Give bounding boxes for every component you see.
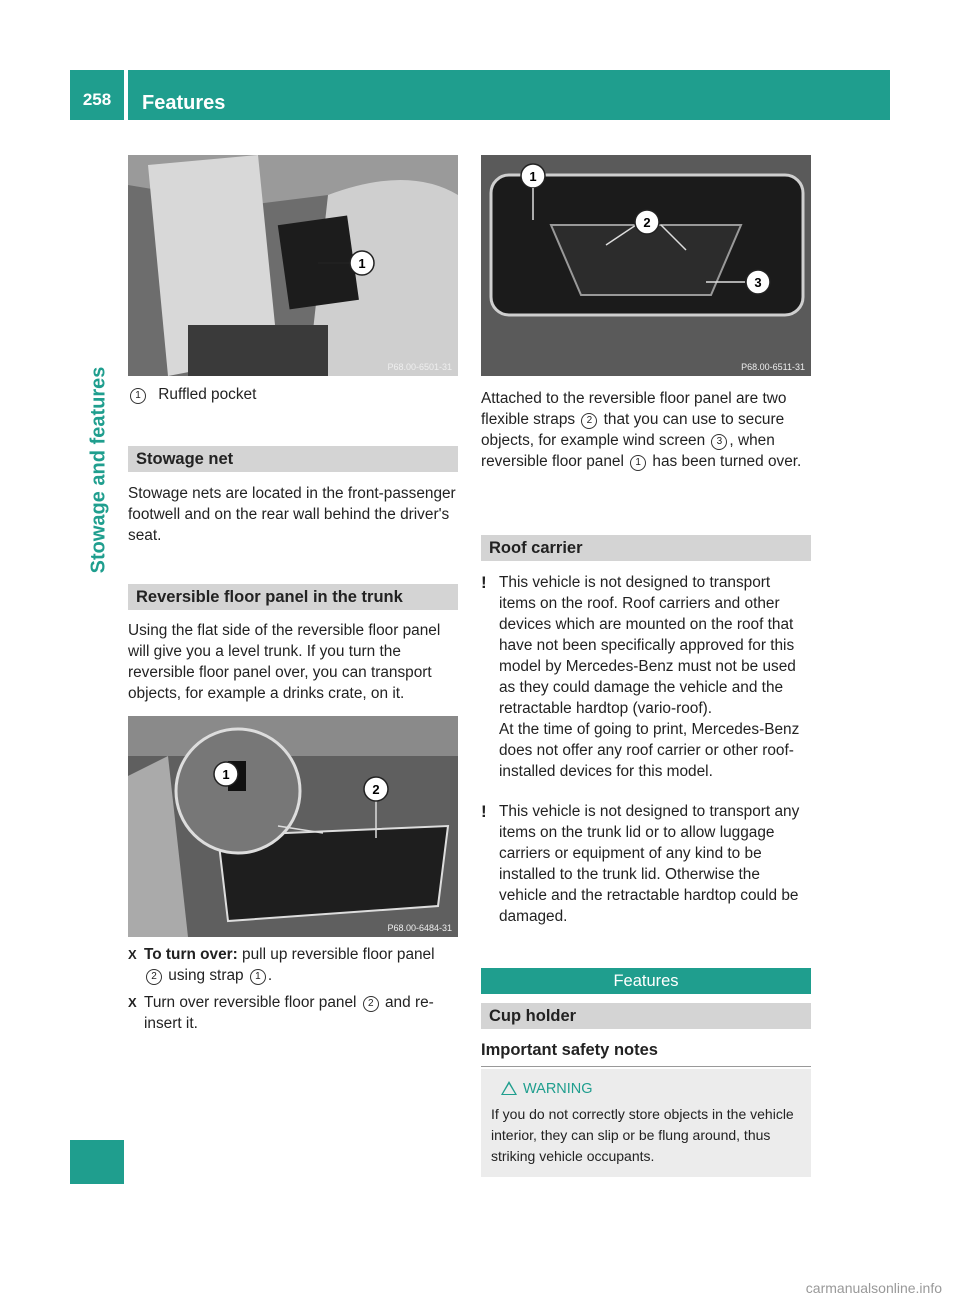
step-text: pull up reversible floor panel (237, 946, 435, 963)
step-text: using strap (164, 967, 248, 984)
roof-carrier-note-2 (481, 801, 811, 927)
figure-code: P68.00-6501-31 (387, 362, 452, 372)
step-marker: X (128, 947, 137, 962)
step-turn-over (128, 944, 458, 986)
text-run: Attached to the reversible floor panel are two flexible straps (481, 390, 787, 428)
fig3-callout-1: 1 (529, 169, 537, 184)
step-text: Turn over reversible floor panel (144, 994, 361, 1011)
notice-icon: ! (481, 802, 487, 821)
fig3-callout-3: 3 (754, 275, 762, 290)
fig2-callout-2: 2 (372, 782, 380, 797)
features-section-heading: Features (481, 968, 811, 994)
figure-caption (128, 386, 256, 404)
notice-icon: ! (481, 573, 487, 592)
warning-title: WARNING (523, 1081, 593, 1097)
side-tab-marker (70, 1140, 124, 1184)
text-run: , when reversible floor panel (481, 432, 775, 470)
note-text: This vehicle is not designed to transport items on the roof. Roof carriers and other devices which are mounted on the roof that have not been specifically approved for this model by Mercedes-Benz must not be used as they could damage the vehicle and the retractable hardtop (vario-roof). (499, 574, 796, 717)
note-text: This vehicle is not designed to transport any items on the trunk lid or to allow luggage carriers or equipment of any kind to be installed to the trunk lid. Otherwise the vehicle and the retractable hardtop could be damaged. (499, 803, 800, 925)
trunk-straps-illustration (481, 155, 811, 376)
footer-watermark: carmanualsonline.info (805, 1280, 942, 1296)
seat-pocket-illustration (128, 155, 458, 376)
caption-text: Ruffled pocket (158, 386, 257, 403)
text-run: has been turned over. (648, 453, 802, 470)
floor-panel-heading: Reversible floor panel in the trunk (128, 584, 458, 610)
callout-marker: 1 (130, 388, 146, 404)
step-text: . (267, 967, 273, 984)
trunk-straps-figure (481, 155, 811, 376)
callout-marker: 2 (581, 413, 597, 429)
callout-marker: 2 (363, 996, 379, 1012)
callout-marker: 2 (146, 969, 162, 985)
fig3-callout-2: 2 (643, 215, 651, 230)
step-label: To turn over: (144, 946, 238, 963)
page-number: 258 (70, 70, 124, 120)
figure-code: P68.00-6511-31 (741, 362, 805, 372)
step-text: and re-insert it. (144, 994, 434, 1032)
step-reinsert (128, 992, 458, 1034)
warning-box (481, 1069, 811, 1177)
step-marker: X (128, 995, 137, 1010)
chapter-title: Features (128, 70, 890, 120)
seat-pocket-figure (128, 155, 458, 376)
figure-code: P68.00-6484-31 (387, 923, 452, 933)
roof-carrier-note-1 (481, 572, 811, 782)
callout-marker: 3 (711, 434, 727, 450)
trunk-floor-illustration (128, 716, 458, 937)
floor-panel-body: Using the flat side of the reversible floor panel will give you a level trunk. If you turn the reversible floor panel over, you can transport objects, for example a drinks crate, on it. (128, 622, 441, 702)
text-run: that you can use to secure objects, for example wind screen (481, 411, 785, 449)
note-text: At the time of going to print, Mercedes-Benz does not offer any roof carrier or other roof-installed devices for this model. (499, 721, 800, 780)
trunk-floor-figure (128, 716, 458, 937)
stowage-net-body: Stowage nets are located in the front-passenger footwell and on the rear wall behind the driver's seat. (128, 485, 456, 544)
warning-title-row (491, 1079, 801, 1100)
callout-marker: 1 (630, 455, 646, 471)
warning-body: If you do not correctly store objects in the vehicle interior, they can slip or be flung around, thus striking vehicle occupants. (491, 1106, 794, 1164)
safety-notes-heading: Important safety notes (481, 1041, 811, 1067)
stowage-net-heading: Stowage net (128, 446, 458, 472)
roof-carrier-heading: Roof carrier (481, 535, 811, 561)
side-tab-label: Stowage and features (87, 366, 110, 574)
cup-holder-heading: Cup holder (481, 1003, 811, 1029)
fig1-callout-1: 1 (358, 256, 366, 271)
straps-description (481, 388, 811, 472)
fig2-callout-1: 1 (222, 767, 230, 782)
callout-marker: 1 (250, 969, 266, 985)
warning-triangle-icon (501, 1081, 517, 1095)
